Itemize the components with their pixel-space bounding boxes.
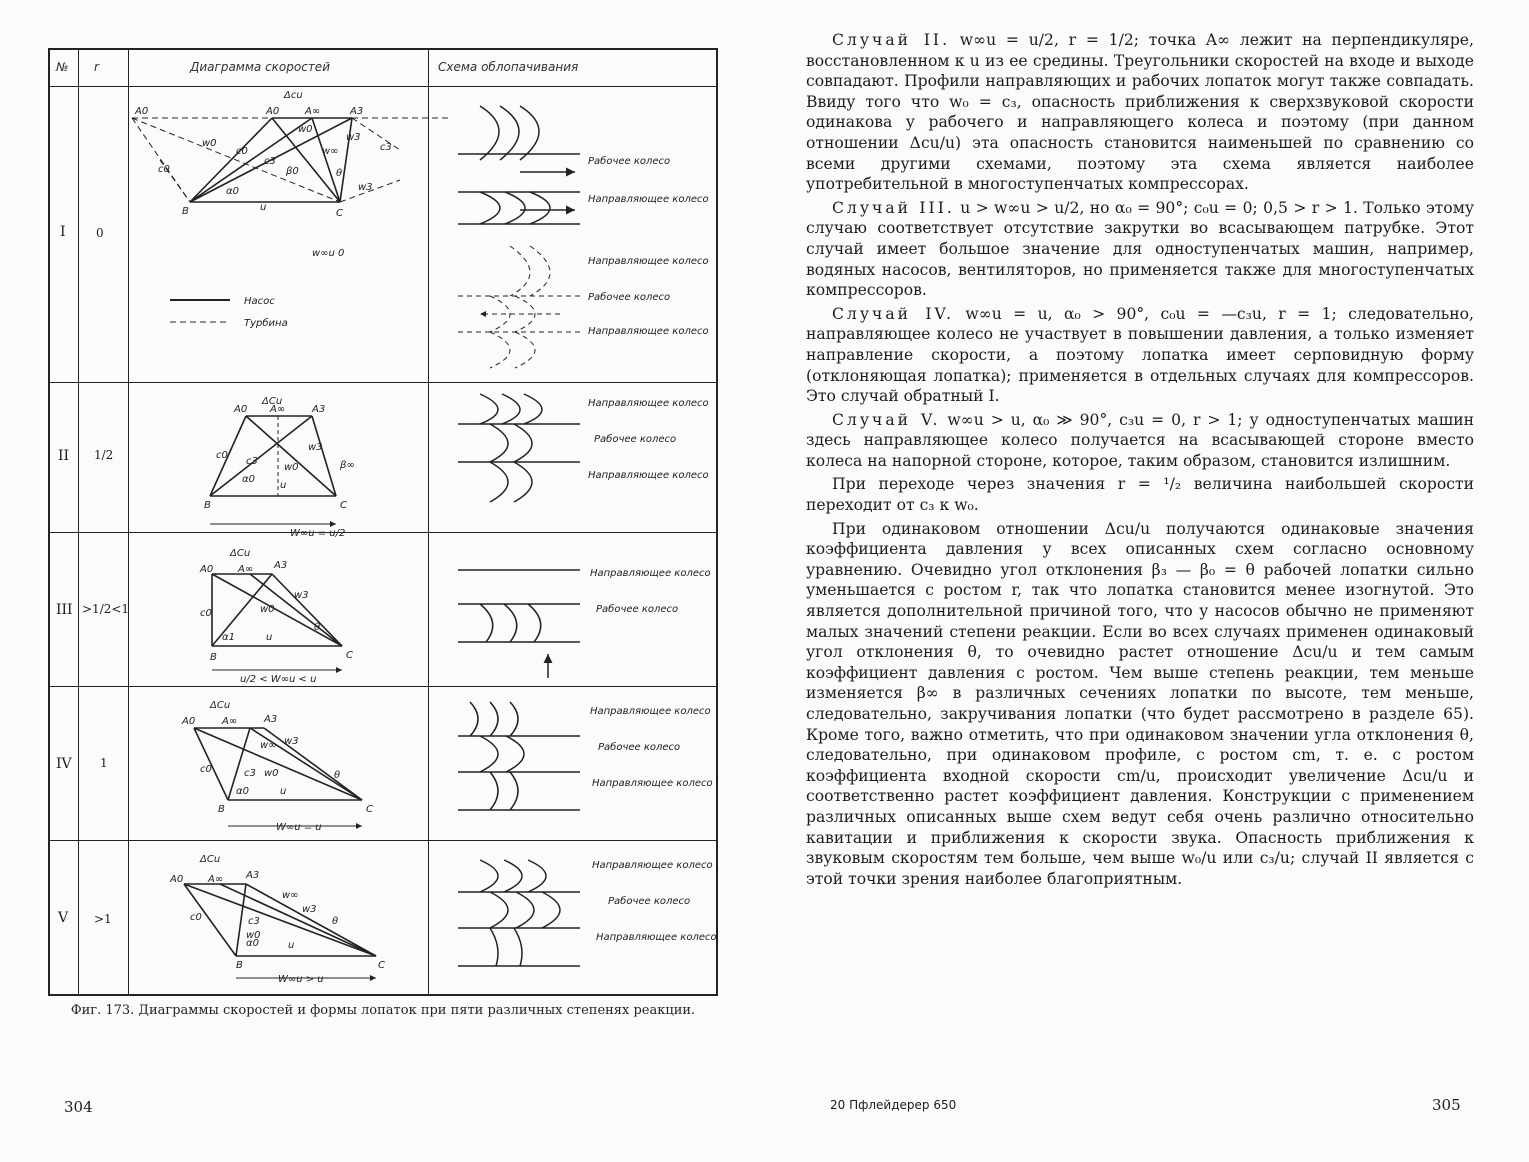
svg-text:C: C bbox=[336, 208, 343, 219]
svg-text:c0: c0 bbox=[200, 608, 212, 619]
scheme-2-label-1: Направляющее колесо bbox=[588, 398, 709, 409]
svg-text:A0: A0 bbox=[266, 106, 280, 117]
header-r: r bbox=[94, 60, 99, 74]
svg-text:c3: c3 bbox=[246, 456, 258, 467]
svg-text:u: u bbox=[288, 940, 295, 951]
svg-text:w∞: w∞ bbox=[322, 146, 339, 157]
svg-text:w3: w3 bbox=[308, 442, 323, 453]
svg-text:Δcu: Δcu bbox=[284, 90, 303, 101]
figure-table bbox=[48, 48, 718, 996]
paragraph-case-2: Случай II. w∞u = u/2, r = 1/2; точка A∞ лежит на перпендикуляре, восстановленном к u из ее средины. Треугольники скоростей на входе и выходе совпадают. Профили направляющих и рабочих лопаток могут также совпадать. Ввиду того что w₀ = c₃, опасность приближения к сверхзвуковой скорости одинакова у рабочего и направляющего колеса и поэтому (при данном отношении Δcu/u) эта опасность становится наименьшей по сравнению со всеми другими схемами, поэтому эта схема является наиболее употребительной в многоступенчатых компрессорах. bbox=[806, 31, 1474, 194]
blading-scheme-4 bbox=[458, 702, 580, 810]
svg-text:A0: A0 bbox=[135, 106, 149, 117]
svg-text:c3: c3 bbox=[264, 156, 276, 167]
paragraph-case-5: Случай V. w∞u > u, α₀ ≫ 90°, c₃u = 0, r > 1; у одноступенчатых машин здесь направляющее колесо получается на всасывающей стороне вместо колеса на напорной стороне, которое, таким образом, становится излишним. bbox=[806, 410, 1475, 470]
svg-text:A3: A3 bbox=[350, 106, 364, 117]
svg-text:ΔCu: ΔCu bbox=[262, 396, 283, 407]
legend-pump: Насос bbox=[244, 296, 275, 307]
legend-turbine: Турбина bbox=[244, 318, 288, 329]
svg-text:w0: w0 bbox=[284, 462, 299, 473]
svg-text:B: B bbox=[218, 804, 225, 815]
page-number-right: 305 bbox=[1432, 1096, 1461, 1114]
svg-text:w0: w0 bbox=[260, 604, 275, 615]
svg-text:c0: c0 bbox=[216, 450, 228, 461]
svg-text:w∞: w∞ bbox=[282, 890, 299, 901]
body-text bbox=[806, 30, 1474, 892]
svg-text:W∞u > u: W∞u > u bbox=[278, 974, 324, 985]
blading-scheme-3 bbox=[458, 570, 580, 678]
blading-labels-1 bbox=[588, 155, 709, 337]
velocity-diagram-1 bbox=[132, 118, 450, 202]
svg-text:θ: θ bbox=[334, 770, 341, 781]
svg-text:u: u bbox=[280, 786, 287, 797]
row-3-num: III bbox=[56, 602, 73, 618]
velocity-labels-1 bbox=[134, 90, 392, 219]
row-1-r: 0 bbox=[96, 226, 104, 240]
scheme-5-label-2: Рабочее колесо bbox=[608, 896, 691, 907]
svg-text:w∞: w∞ bbox=[260, 740, 277, 751]
svg-text:u: u bbox=[280, 480, 287, 491]
velocity-labels-2 bbox=[204, 396, 355, 539]
svg-text:w0: w0 bbox=[202, 138, 217, 149]
velocity-labels-3 bbox=[199, 548, 353, 685]
svg-text:A0: A0 bbox=[234, 404, 248, 415]
svg-text:B: B bbox=[236, 960, 243, 971]
svg-text:c3: c3 bbox=[248, 916, 260, 927]
velocity-diagram-5 bbox=[184, 884, 376, 978]
svg-text:u: u bbox=[260, 202, 267, 213]
scheme-2-label-3: Направляющее колесо bbox=[588, 470, 709, 481]
svg-text:c0: c0 bbox=[236, 146, 248, 157]
blading-scheme-5 bbox=[458, 860, 580, 966]
velocity-diagram-2 bbox=[210, 416, 336, 524]
row-4-num: IV bbox=[56, 756, 72, 772]
row-5-num: V bbox=[58, 910, 69, 926]
paragraph-case-3: Случай III. u > w∞u > u/2, но α₀ = 90°; c₀u = 0; 0,5 > r > 1. Только этому случаю соответствует отсутствие закрутки во всасывающем патрубке. Этот случай имеет большое значение для одноступенчатых машин, например, водяных насосов, вентиляторов, но применяется также для многоступенчатых компрессоров. bbox=[806, 198, 1475, 300]
row-4-r: 1 bbox=[100, 756, 108, 770]
scheme-2-label-2: Рабочее колесо bbox=[594, 434, 677, 445]
header-velocity-diagram: Диаграмма скоростей bbox=[190, 60, 330, 74]
paragraph-conclusion: При одинаковом отношении Δcu/u получаются одинаковые значения коэффициента давления у всех описанных схем согласно основному уравнению. Очевидно угол отклонения β₃ — β₀ = θ рабочей лопатки сильно уменьшается с ростом r, так что лопатка становится менее изогнутой. Это является дополнительной причиной того, что у насосов обычно не применяют малых значений степени реакции. Если во всех случаях применен одинаковый угол отклонения θ, то очевидно растет отношение Δcu/u и тем самым коэффициент давления с ростом. Чем выше степень реакции, тем меньше изменяется β∞ в различных сечениях лопатки по высоте, тем меньше, следовательно, закручивания лопатки (что будет рассмотрено в разделе 65). Кроме того, важно отметить, что при одинаковом значении угла отклонения θ, следовательно, при одинаковом профиле, с ростом cm, т. е. с ростом коэффициента входной скорости cm/u, происходит увеличение Δcu/u и соответственно растет коэффициент давления. Конструкции с применением различных описанных выше схем ведут себя очень различно относительно кавитации и приближения к скорости звука. Опасность приближения к звуковым скоростям тем больше, чем выше w₀/u или c₃/u; случай II является с этой точки зрения наиболее благоприятным. bbox=[806, 519, 1474, 888]
svg-text:θ: θ bbox=[336, 168, 343, 179]
svg-text:A∞: A∞ bbox=[222, 716, 238, 727]
row-5-r: >1 bbox=[94, 912, 112, 926]
figure-caption: Фиг. 173. Диаграммы скоростей и формы лопаток при пяти различных степенях реакции. bbox=[70, 1003, 696, 1018]
svg-text:c0: c0 bbox=[200, 764, 212, 775]
svg-text:A0: A0 bbox=[170, 874, 184, 885]
blading-labels-2 bbox=[588, 398, 709, 481]
row-2-num: II bbox=[58, 448, 70, 464]
svg-text:C: C bbox=[366, 804, 373, 815]
svg-text:α0: α0 bbox=[242, 474, 255, 485]
svg-text:ΔCu: ΔCu bbox=[200, 854, 221, 865]
blading-labels-5 bbox=[592, 860, 717, 943]
svg-text:ΔCu: ΔCu bbox=[230, 548, 251, 559]
svg-text:C: C bbox=[346, 650, 353, 661]
svg-text:B: B bbox=[182, 206, 189, 217]
row-3-r: >1/2<1 bbox=[82, 602, 130, 616]
blading-scheme-2 bbox=[458, 394, 580, 502]
svg-text:α1: α1 bbox=[222, 632, 235, 643]
scheme-4-label-3: Направляющее колесо bbox=[592, 778, 713, 789]
scheme-5-label-3: Направляющее колесо bbox=[596, 932, 717, 943]
scheme-1-label-3: Направляющее колесо bbox=[588, 256, 709, 267]
svg-text:w3: w3 bbox=[294, 590, 309, 601]
svg-text:α0: α0 bbox=[236, 786, 249, 797]
row-2-r: 1/2 bbox=[94, 448, 114, 462]
svg-text:A∞: A∞ bbox=[270, 404, 286, 415]
svg-text:A0: A0 bbox=[182, 716, 196, 727]
svg-text:w0: w0 bbox=[298, 124, 313, 135]
svg-text:A3: A3 bbox=[264, 714, 278, 725]
scheme-5-label-1: Направляющее колесо bbox=[592, 860, 713, 871]
scheme-1-label-5: Направляющее колесо bbox=[588, 326, 709, 337]
svg-text:β0: β0 bbox=[286, 166, 299, 177]
scheme-3-label-2: Рабочее колесо bbox=[596, 604, 679, 615]
svg-text:α0: α0 bbox=[226, 186, 239, 197]
velocity-labels-4 bbox=[181, 700, 373, 833]
figure-drawings bbox=[50, 50, 720, 998]
scheme-4-label-2: Рабочее колесо bbox=[598, 742, 681, 753]
left-page bbox=[0, 0, 764, 1162]
svg-text:c0: c0 bbox=[158, 164, 170, 175]
svg-text:A∞: A∞ bbox=[305, 106, 321, 117]
svg-text:w3: w3 bbox=[302, 904, 317, 915]
row-1-num: I bbox=[60, 224, 66, 240]
svg-text:α0: α0 bbox=[246, 938, 259, 949]
scheme-1-label-1: Рабочее колесо bbox=[588, 156, 671, 167]
svg-text:w3: w3 bbox=[346, 132, 361, 143]
scheme-1-label-2: Направляющее колесо bbox=[588, 194, 709, 205]
svg-text:θ: θ bbox=[314, 622, 321, 633]
svg-text:A∞: A∞ bbox=[238, 564, 254, 575]
svg-text:θ: θ bbox=[332, 916, 339, 927]
svg-text:c3: c3 bbox=[380, 142, 392, 153]
svg-text:A3: A3 bbox=[246, 870, 260, 881]
scheme-3-label-1: Направляющее колесо bbox=[590, 568, 711, 579]
svg-text:C: C bbox=[378, 960, 385, 971]
blading-labels-4 bbox=[590, 706, 713, 789]
row-1-extra: w∞u 0 bbox=[312, 248, 345, 259]
footer-signature: 20 Пфлейдерер 650 bbox=[830, 1098, 957, 1112]
scheme-1-label-4: Рабочее колесо bbox=[588, 292, 671, 303]
paragraph-transition: При переходе через значения r = ¹/₂ величина наибольшей скорости переходит от c₃ к w₀. bbox=[806, 475, 1474, 515]
page-number-left: 304 bbox=[64, 1098, 93, 1116]
header-blading-scheme: Схема облопачивания bbox=[438, 60, 579, 74]
scheme-4-label-1: Направляющее колесо bbox=[590, 706, 711, 717]
svg-text:A3: A3 bbox=[274, 560, 288, 571]
svg-text:w0: w0 bbox=[246, 930, 261, 941]
svg-text:w3: w3 bbox=[284, 736, 299, 747]
svg-text:C: C bbox=[340, 500, 347, 511]
svg-text:A∞: A∞ bbox=[208, 874, 224, 885]
paragraph-case-4: Случай IV. w∞u = u, α₀ > 90°, c₀u = —c₃u, r = 1; следовательно, направляющее колесо не участвует в повышении давления, а только изменяет направление скорости, а поэтому лопатка имеет серповидную форму (отклоняющая лопатка); применяется в отдельных случаях для компрессоров. Это случай обратный I. bbox=[806, 304, 1474, 406]
blading-labels-3 bbox=[590, 568, 711, 615]
svg-text:u: u bbox=[266, 632, 273, 643]
blading-scheme-1 bbox=[458, 106, 580, 368]
svg-text:c3: c3 bbox=[244, 768, 256, 779]
svg-text:A0: A0 bbox=[200, 564, 214, 575]
svg-text:w0: w0 bbox=[264, 768, 279, 779]
svg-text:ΔCu: ΔCu bbox=[210, 700, 231, 711]
svg-text:B: B bbox=[204, 500, 211, 511]
right-page bbox=[764, 0, 1529, 1162]
header-num: № bbox=[56, 60, 69, 74]
svg-text:w3: w3 bbox=[358, 182, 373, 193]
svg-text:c0: c0 bbox=[190, 912, 202, 923]
velocity-diagram-3 bbox=[212, 574, 342, 670]
svg-text:A3: A3 bbox=[312, 404, 326, 415]
svg-text:β∞: β∞ bbox=[340, 460, 355, 471]
svg-text:u/2 < W∞u < u: u/2 < W∞u < u bbox=[240, 674, 317, 685]
svg-text:W∞u = u/2: W∞u = u/2 bbox=[290, 528, 346, 539]
svg-text:B: B bbox=[210, 652, 217, 663]
svg-text:W∞u = u: W∞u = u bbox=[276, 822, 322, 833]
